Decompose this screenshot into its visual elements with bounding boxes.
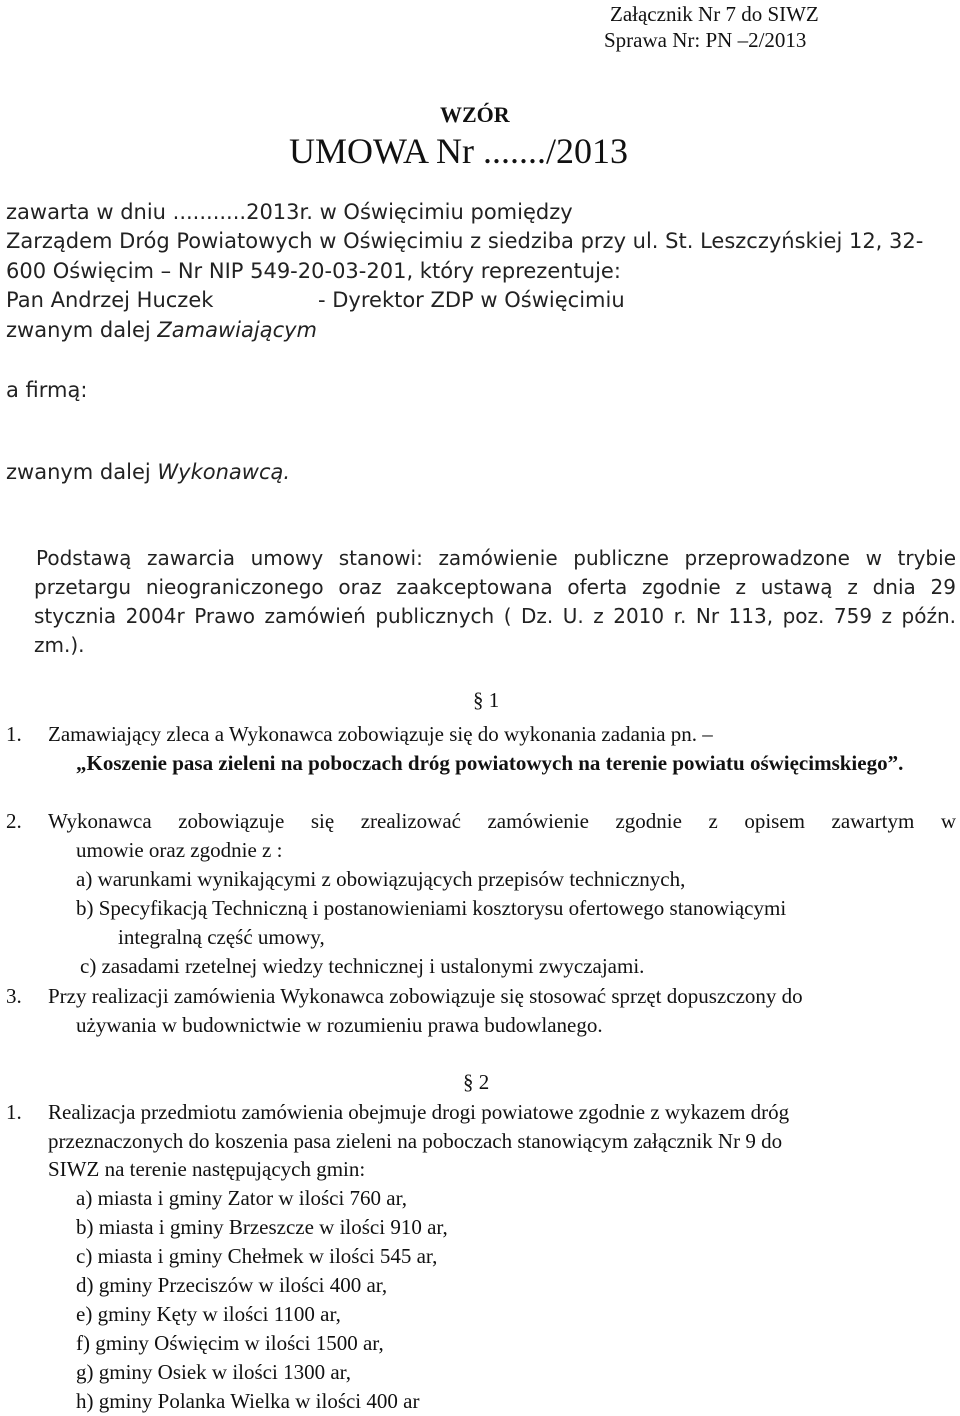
s1-point-3-line-2: używania w budownictwie w rozumieniu prawa budowlanego.	[76, 1013, 603, 1037]
s1-point-3-number: 3.	[6, 984, 22, 1008]
company-label: a firmą:	[6, 378, 88, 402]
contract-basis-paragraph: Podstawą zawarcia umowy stanowi: zamówienie publiczne przeprowadzone w trybie przetargu nieograniczonego oraz zaakceptowana oferta zgodnie z ustawą z dnia 29 stycznia 2004r Prawo zamówień publicznych ( Dz. U. z 2010 r. Nr 113, poz. 759 z późn. zm.).	[34, 546, 956, 657]
municipality-list-item: h) gminy Polanka Wielka w ilości 400 ar	[76, 1389, 420, 1413]
section-1-heading: § 1	[473, 688, 500, 712]
municipality-list-item: b) miasta i gminy Brzeszcze w ilości 910 ar,	[76, 1215, 448, 1239]
municipality-list-item: f) gminy Oświęcim w ilości 1500 ar,	[76, 1331, 384, 1355]
municipality-list-item: a) miasta i gminy Zator w ilości 760 ar,	[76, 1186, 407, 1210]
attachment-label: Załącznik Nr 7 do SIWZ	[610, 2, 819, 26]
representative-role: - Dyrektor ZDP w Oświęcimiu	[318, 288, 625, 312]
intro-line-3: 600 Oświęcim – Nr NIP 549-20-03-201, który reprezentuje:	[6, 259, 621, 283]
s2-point-1-line-2: przeznaczonych do koszenia pasa zieleni na poboczach stanowiącym załącznik Nr 9 do	[48, 1129, 783, 1153]
case-number: Sprawa Nr: PN –2/2013	[604, 28, 807, 52]
s2-point-1-line-3: SIWZ na terenie następujących gmin:	[48, 1157, 366, 1181]
municipality-list-item: c) miasta i gminy Chełmek w ilości 545 ar,	[76, 1244, 438, 1268]
municipality-list-item: g) gminy Osiek w ilości 1300 ar,	[76, 1360, 352, 1384]
s1-point-2-item-b-line-2: integralną część umowy,	[118, 925, 325, 949]
intro-line-1: zawarta w dniu ...........2013r. w Oświęcimiu pomiędzy	[6, 200, 573, 224]
task-name: „Koszenie pasa zieleni na poboczach dróg powiatowych na terenie powiatu oświęcimskiego”.	[76, 751, 904, 775]
intro-line-2: Zarządem Dróg Powiatowych w Oświęcimiu z siedziba przy ul. St. Leszczyńskiej 12, 32-	[6, 229, 924, 253]
s1-point-2-item-b-line-1: b) Specyfikacją Techniczną i postanowieniami kosztorysu ofertowego stanowiącymi	[76, 896, 787, 920]
ordering-party-prefix: zwanym dalej	[6, 318, 158, 342]
s1-point-2-item-a: a) warunkami wynikającymi z obowiązujących przepisów technicznych,	[76, 867, 686, 891]
ordering-party-term: Zamawiającym	[157, 318, 317, 342]
s1-point-1-text: Zamawiający zleca a Wykonawca zobowiązuje się do wykonania zadania pn. –	[48, 722, 713, 746]
municipality-list-item: d) gminy Przeciszów w ilości 400 ar,	[76, 1273, 388, 1297]
contractor-prefix: zwanym dalej	[6, 460, 158, 484]
contract-title: UMOWA Nr ......./2013	[289, 131, 628, 171]
s1-point-3-line-1: Przy realizacji zamówienia Wykonawca zobowiązuje się stosować sprzęt dopuszczony do	[48, 984, 803, 1008]
s1-point-1-number: 1.	[6, 722, 22, 746]
representative-name: Pan Andrzej Huczek	[6, 288, 214, 312]
section-2-heading: § 2	[463, 1070, 490, 1094]
contractor-line	[6, 460, 290, 484]
s1-point-2-number: 2.	[6, 809, 22, 833]
s1-point-2-item-c: c) zasadami rzetelnej wiedzy technicznej i ustalonymi zwyczajami.	[80, 954, 645, 978]
s1-point-2-line-2: umowie oraz zgodnie z :	[76, 838, 283, 862]
template-label: WZÓR	[440, 102, 510, 127]
contractor-term: Wykonawcą.	[157, 460, 291, 484]
municipality-list-item: e) gminy Kęty w ilości 1100 ar,	[76, 1302, 341, 1326]
s2-point-1-line-1: Realizacja przedmiotu zamówienia obejmuje drogi powiatowe zgodnie z wykazem dróg	[48, 1100, 790, 1124]
s2-point-1-number: 1.	[6, 1100, 22, 1124]
ordering-party-line	[6, 318, 317, 342]
s1-point-2-line-1: Wykonawca zobowiązuje się zrealizować zamówienie zgodnie z opisem zawartym w	[48, 809, 956, 833]
